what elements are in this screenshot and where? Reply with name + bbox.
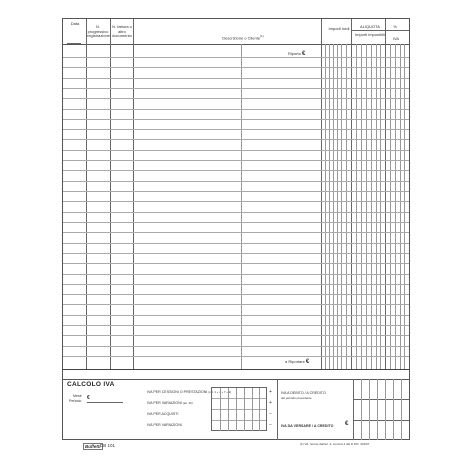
table-row[interactable] [63, 98, 409, 99]
digit-col [337, 44, 338, 369]
digit-col [325, 44, 326, 369]
register-form [62, 18, 410, 440]
data-underline [67, 43, 81, 44]
table-row[interactable] [63, 304, 409, 305]
table-row[interactable] [63, 191, 409, 192]
result-col [361, 379, 362, 440]
header-iva: IVA [392, 36, 400, 41]
a-debito-label: IVA A DEBITO / A CREDITO [281, 391, 326, 395]
riporto-label: Riporto € [288, 51, 306, 57]
result-col [393, 379, 394, 440]
digit-col [356, 44, 357, 369]
table-row[interactable] [63, 78, 409, 79]
periodo-precedente-label: del periodo precedente [281, 396, 312, 400]
box-col [220, 388, 221, 431]
table-row[interactable] [63, 57, 409, 58]
digit-col [371, 44, 372, 369]
table-row[interactable] [63, 119, 409, 120]
header-importi-imponibili: Importi imponibili [355, 32, 386, 37]
iva-cessioni-label: IVA PER CESSIONI O PRESTAZIONI (col. 1 + 4 + 7 + 9) [147, 390, 232, 394]
table-row[interactable] [63, 253, 409, 254]
table-row[interactable] [63, 201, 409, 202]
digit-col [366, 44, 367, 369]
plus-sign-1: + [269, 389, 272, 395]
table-row[interactable] [63, 325, 409, 326]
col-desc-divider [241, 44, 242, 369]
result-col [377, 379, 378, 440]
table-row[interactable] [63, 109, 409, 110]
digit-col [380, 44, 381, 369]
table-row[interactable] [63, 88, 409, 89]
table-row[interactable] [63, 315, 409, 316]
box-col [244, 388, 245, 431]
table-row[interactable] [63, 160, 409, 161]
digit-col [361, 44, 362, 369]
digit-col [341, 44, 342, 369]
mese-label: Mese [73, 394, 82, 398]
header-n-progressivo: N. progressivo registrazione [87, 24, 110, 38]
table-row[interactable] [63, 212, 409, 213]
body-bottom-line [63, 369, 409, 370]
table-row[interactable] [63, 232, 409, 233]
col-sep-1 [86, 19, 87, 369]
table-row[interactable] [63, 263, 409, 264]
iva-acquisti-label: IVA PER ACQUISTI [147, 412, 179, 416]
box-col [259, 388, 260, 431]
table-row[interactable] [63, 335, 409, 336]
result-col [353, 379, 354, 440]
digit-col [333, 44, 334, 369]
digit-col [404, 44, 405, 369]
da-versare-euro: € [345, 421, 349, 427]
footer-divider [277, 379, 278, 440]
digit-col [395, 44, 396, 369]
digit-col [390, 44, 391, 369]
aliquota-underline [352, 30, 409, 31]
iva-variazioni-1-label: IVA PER VARIAZIONI (art. 26) [147, 401, 193, 405]
col-sep-5 [351, 19, 352, 369]
table-row[interactable] [63, 139, 409, 140]
table-row[interactable] [63, 67, 409, 68]
mese-field[interactable] [87, 402, 123, 403]
header-percent: % [393, 24, 397, 29]
table-row[interactable] [63, 346, 409, 347]
result-grid[interactable] [353, 379, 409, 440]
table-row[interactable] [63, 243, 409, 244]
box-col [236, 388, 237, 431]
col-sep-4 [321, 19, 322, 369]
form-code: CB 101 [100, 443, 116, 448]
col-sep-2 [110, 19, 111, 369]
minus-sign-2: − [269, 422, 272, 428]
result-col [401, 379, 402, 440]
a-riportare-label: a Riportare € [285, 359, 310, 365]
table-row[interactable] [63, 294, 409, 295]
calcolo-iva-title: CALCOLO IVA [67, 381, 115, 388]
table-row[interactable] [63, 181, 409, 182]
digit-col [400, 44, 401, 369]
col-sep-3 [133, 19, 134, 369]
periodo-label: Periodo [69, 399, 82, 403]
iva-variazioni-2-label: IVA PER VARIAZIONI [147, 423, 182, 427]
result-col [369, 379, 370, 440]
box-col [252, 388, 253, 431]
result-col [385, 379, 386, 440]
plus-sign-2: + [269, 400, 272, 406]
table-row[interactable] [63, 129, 409, 130]
box-col [228, 388, 229, 431]
mese-euro: € [87, 395, 90, 401]
table-row[interactable] [63, 284, 409, 285]
minus-sign-1: − [269, 411, 272, 417]
header-data: Data [70, 21, 80, 26]
header-aliquota: ALIQUOTA [360, 24, 380, 29]
header-bottom-line [63, 44, 409, 45]
digit-col [346, 44, 347, 369]
header-importi-lordi: Importi lordi [328, 26, 350, 31]
header-n-fattura: N. fattura o altro documento [112, 24, 132, 38]
digit-col [329, 44, 330, 369]
table-row[interactable] [63, 170, 409, 171]
header-descrizione: Descrizione o Cliente$^{(1)}$ [222, 34, 264, 41]
table-row[interactable] [63, 274, 409, 275]
table-row[interactable] [63, 356, 409, 357]
buffetti-logo: Buffetti [85, 444, 101, 449]
table-row[interactable] [63, 150, 409, 151]
da-versare-label: IVA DA VERSARE / A CREDITO [281, 424, 334, 428]
table-row[interactable] [63, 222, 409, 223]
iva-amounts-box[interactable] [211, 387, 267, 431]
col-sep-6 [385, 19, 386, 369]
footnote: (1) Vd. norme dell'art. 2, comma 1 del D.P.R. 441/97 [300, 442, 370, 446]
digit-col [376, 44, 377, 369]
